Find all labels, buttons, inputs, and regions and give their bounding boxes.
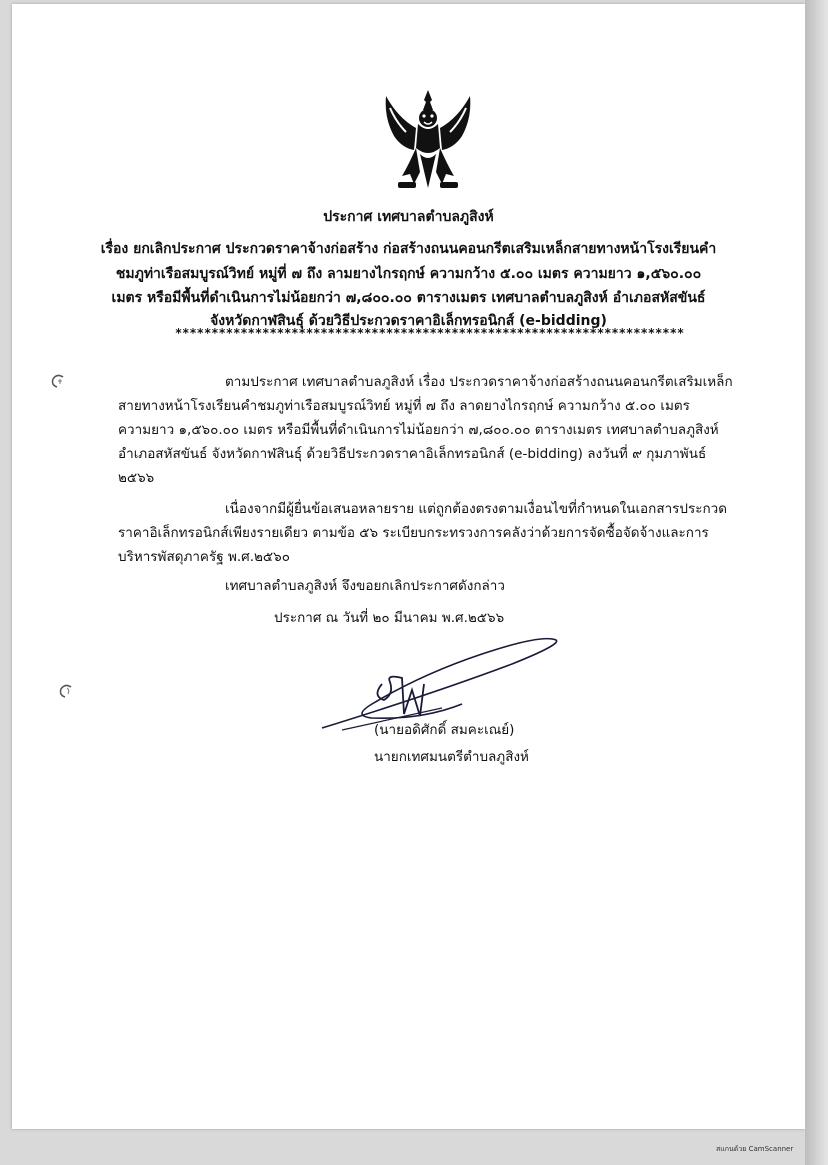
subject-line: เรื่อง ยกเลิกประกาศ ประกวดราคาจ้างก่อสร้าง ก่อสร้างถนนคอนกรีตเสริมเหล็กสายทางหน้าโรงเรียนคำ <box>100 241 717 257</box>
punch-hole-icon <box>50 374 66 388</box>
body-text-line: บริหารพัสดุภาครัฐ พ.ศ.๒๕๖๐ <box>118 549 290 565</box>
body-text-line: สายทางหน้าโรงเรียนคำชมภูท่าเรือสมบูรณ์วิทย์ หมู่ที่ ๗ ถึง ลาดยางไกรฤกษ์ ความกว้าง ๕.๐๐ เมตร <box>118 398 690 414</box>
subject-line: จังหวัดกาฬสินธุ์ ด้วยวิธีประกวดราคาอิเล็กทรอนิกส์ (e-bidding) <box>210 313 607 329</box>
body-text-line: ๒๕๖๖ <box>118 470 155 486</box>
punch-hole-icon <box>58 684 74 698</box>
body-text-line: ความยาว ๑,๕๖๐.๐๐ เมตร หรือมีพื้นที่ดำเนินการไม่น้อยกว่า ๗,๘๐๐.๐๐ ตารางเมตร เทศบาลตำบลภูสิงห์ <box>118 422 719 438</box>
body-text-line: ตามประกาศ เทศบาลตำบลภูสิงห์ เรื่อง ประกวดราคาจ้างก่อสร้างถนนคอนกรีตเสริมเหล็ก <box>225 374 733 390</box>
subject-line: ชมภูท่าเรือสมบูรณ์วิทย์ หมู่ที่ ๗ ถึง ลามยางไกรฤกษ์ ความกว้าง ๕.๐๐ เมตร ความยาว ๑,๕๖๐.๐๐ <box>115 266 702 282</box>
separator-dots: ********************************************************************** <box>175 326 685 340</box>
document-page <box>12 4 805 1129</box>
body-text-line: เนื่องจากมีผู้ยื่นข้อเสนอหลายราย แต่ถูกต้องตรงตามเงื่อนไขที่กำหนดในเอกสารประกวด <box>225 501 728 517</box>
signer-name: (นายอดิศักดิ์ สมคะเณย์) <box>374 722 515 738</box>
announce-date: ประกาศ ณ วันที่ ๒๐ มีนาคม พ.ศ.๒๕๖๖ <box>274 610 505 626</box>
announcement-title: ประกาศ เทศบาลตำบลภูสิงห์ <box>323 209 494 225</box>
body-text-line: อำเภอสหัสขันธ์ จังหวัดกาฬสินธุ์ ด้วยวิธีประกวดราคาอิเล็กทรอนิกส์ (e-bidding) ลงวันที่ ๙ กุมภาพันธ์ <box>118 446 707 462</box>
scan-edge <box>805 0 828 1165</box>
signer-position: นายกเทศมนตรีตำบลภูสิงห์ <box>374 749 529 765</box>
garuda-emblem-icon <box>380 88 476 192</box>
body-text-line: ราคาอิเล็กทรอนิกส์เพียงรายเดียว ตามข้อ ๕๖ ระเบียบกระทรวงการคลังว่าด้วยการจัดซื้อจัดจ้างและการ <box>118 525 709 541</box>
scanner-watermark: สแกนด้วย CamScanner <box>716 1145 794 1153</box>
cancellation-statement: เทศบาลตำบลภูสิงห์ จึงขอยกเลิกประกาศดังกล่าว <box>225 578 505 594</box>
subject-line: เมตร หรือมีพื้นที่ดำเนินการไม่น้อยกว่า ๗,๘๐๐.๐๐ ตารางเมตร เทศบาลตำบลภูสิงห์ อำเภอสหัสขันธ์ <box>111 290 706 306</box>
